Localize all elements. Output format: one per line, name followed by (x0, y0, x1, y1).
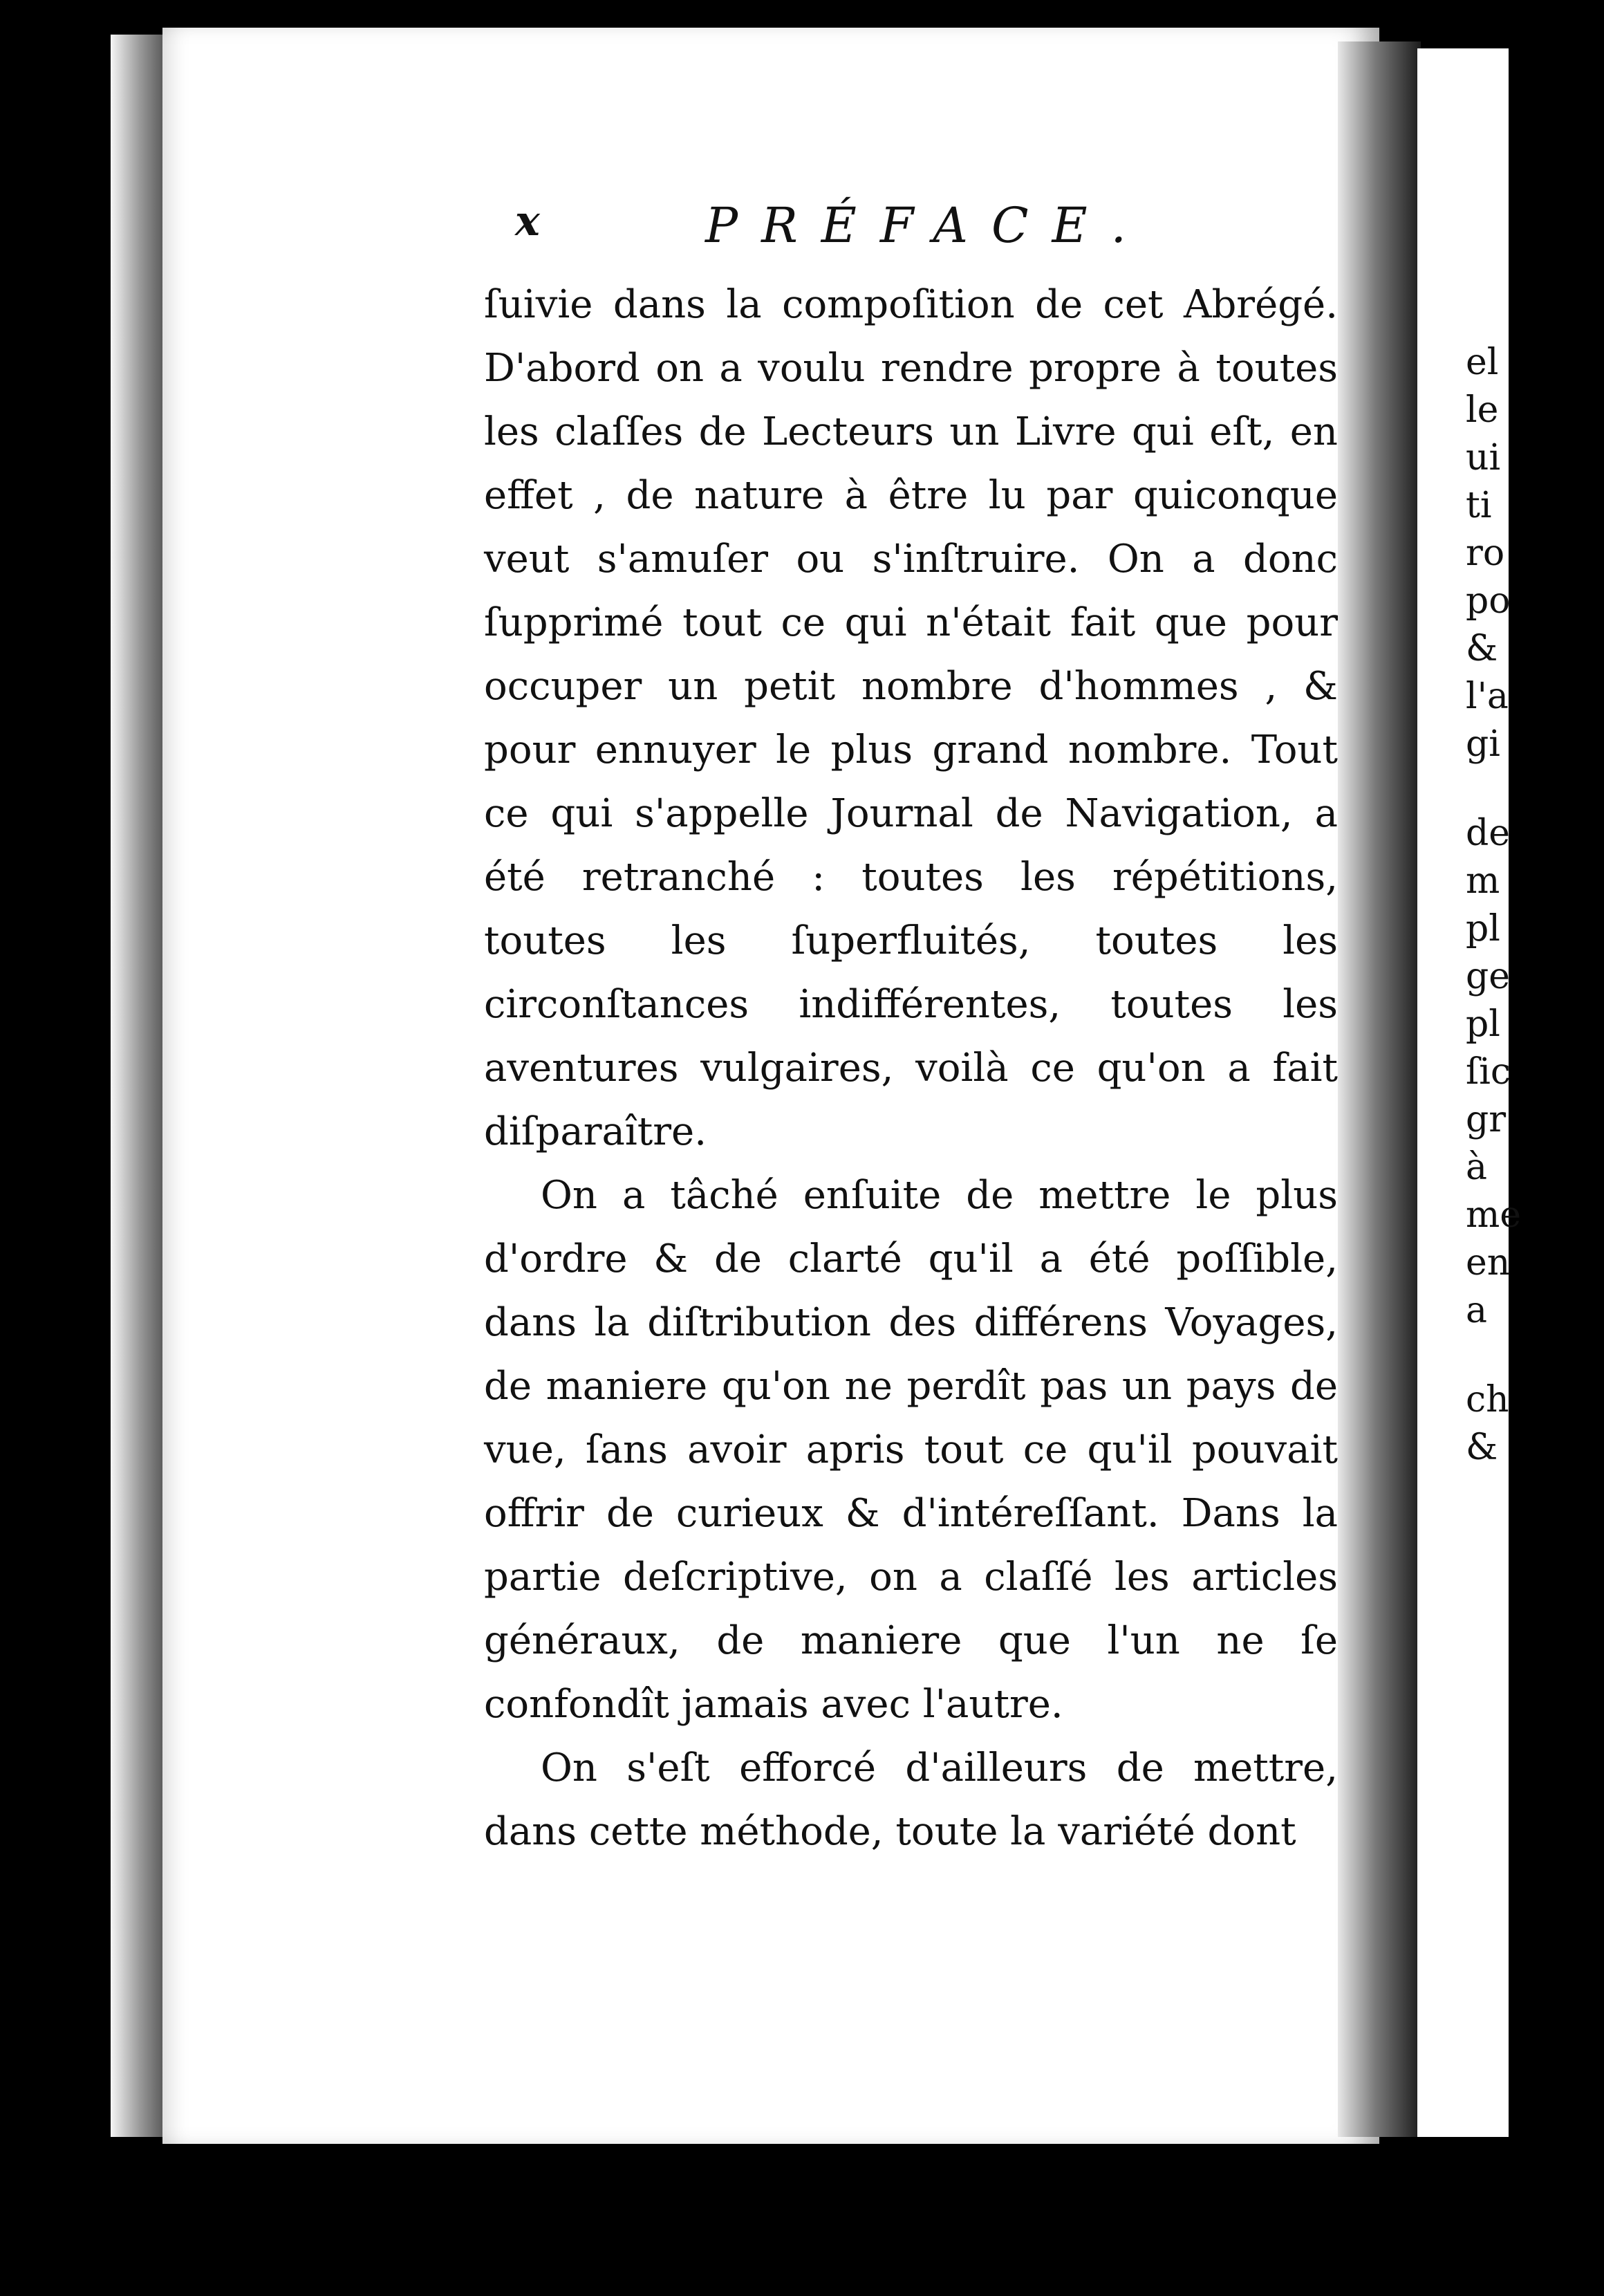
facing-fragment: & (1466, 1427, 1498, 1468)
facing-fragment: ch (1466, 1379, 1509, 1420)
facing-fragment: gr (1466, 1099, 1507, 1140)
facing-fragment: po (1466, 580, 1511, 622)
facing-fragment: ſic (1466, 1051, 1511, 1093)
facing-fragment: pl (1466, 1003, 1500, 1045)
facing-fragment: a (1466, 1290, 1488, 1331)
facing-page-text-fragments (1466, 339, 1604, 1472)
book-gutter (1338, 41, 1421, 2137)
running-head: PRÉFACE. (705, 197, 1150, 254)
facing-fragment: me (1466, 1194, 1522, 1236)
facing-page (1417, 48, 1522, 2137)
facing-fragment (1466, 768, 1604, 810)
body-text (484, 273, 1338, 1864)
facing-fragment: gi (1466, 723, 1500, 765)
facing-fragment: m (1466, 860, 1500, 902)
facing-fragment: ro (1466, 533, 1505, 574)
facing-fragment: ge (1466, 956, 1511, 997)
paragraph-3: On s'eſt efforcé d'ailleurs de mettre, dans cette méthode, toute la variété dont (484, 1746, 1338, 1854)
facing-fragment: pl (1466, 908, 1500, 950)
facing-fragment: & (1466, 628, 1498, 669)
facing-fragment: l'a (1466, 676, 1509, 717)
facing-fragment: de (1466, 813, 1511, 854)
facing-fragment: le (1466, 389, 1499, 431)
paragraph-2: On a tâché enſuite de mettre le plus d'ordre & de clarté qu'il a été poſſible, dans la diſtribution des différens Voyages, de maniere qu'on ne perdît pas un pays de vue, ſans avoir apris tout ce qu'il pouvait offrir de curieux & d'intéreſſant. Dans la partie deſcriptive, on a claſſé les articles généraux, de maniere que l'un ne ſe confondît jamais avec l'autre. (484, 1173, 1338, 1727)
page-header (515, 197, 1334, 259)
facing-fragment: ui (1466, 437, 1501, 479)
paragraph-1: ſuivie dans la compoſition de cet Abrégé. D'abord on a voulu rendre propre à toutes les claſſes de Lecteurs un Livre qui eſt, en effet , de nature à être lu par quiconque veut s'amuſer ou s'inſtruire. On a donc ſupprimé tout ce qui n'était fait que pour occuper un petit nombre d'hommes , & pour ennuyer le plus grand nombre. Tout ce qui s'appelle Journal de Navigation, a été retranché : toutes les répétitions, toutes les ſuperfluités, toutes les circonſtances indifférentes, toutes les aventures vulgaires, voilà ce qu'on a fait diſparaître. (484, 282, 1338, 1154)
facing-fragment: ti (1466, 485, 1492, 526)
facing-fragment: en (1466, 1242, 1511, 1284)
facing-fragment (1466, 1335, 1604, 1376)
page-number: x (515, 197, 540, 246)
facing-fragment: à (1466, 1147, 1488, 1188)
facing-fragment: el (1466, 342, 1499, 383)
